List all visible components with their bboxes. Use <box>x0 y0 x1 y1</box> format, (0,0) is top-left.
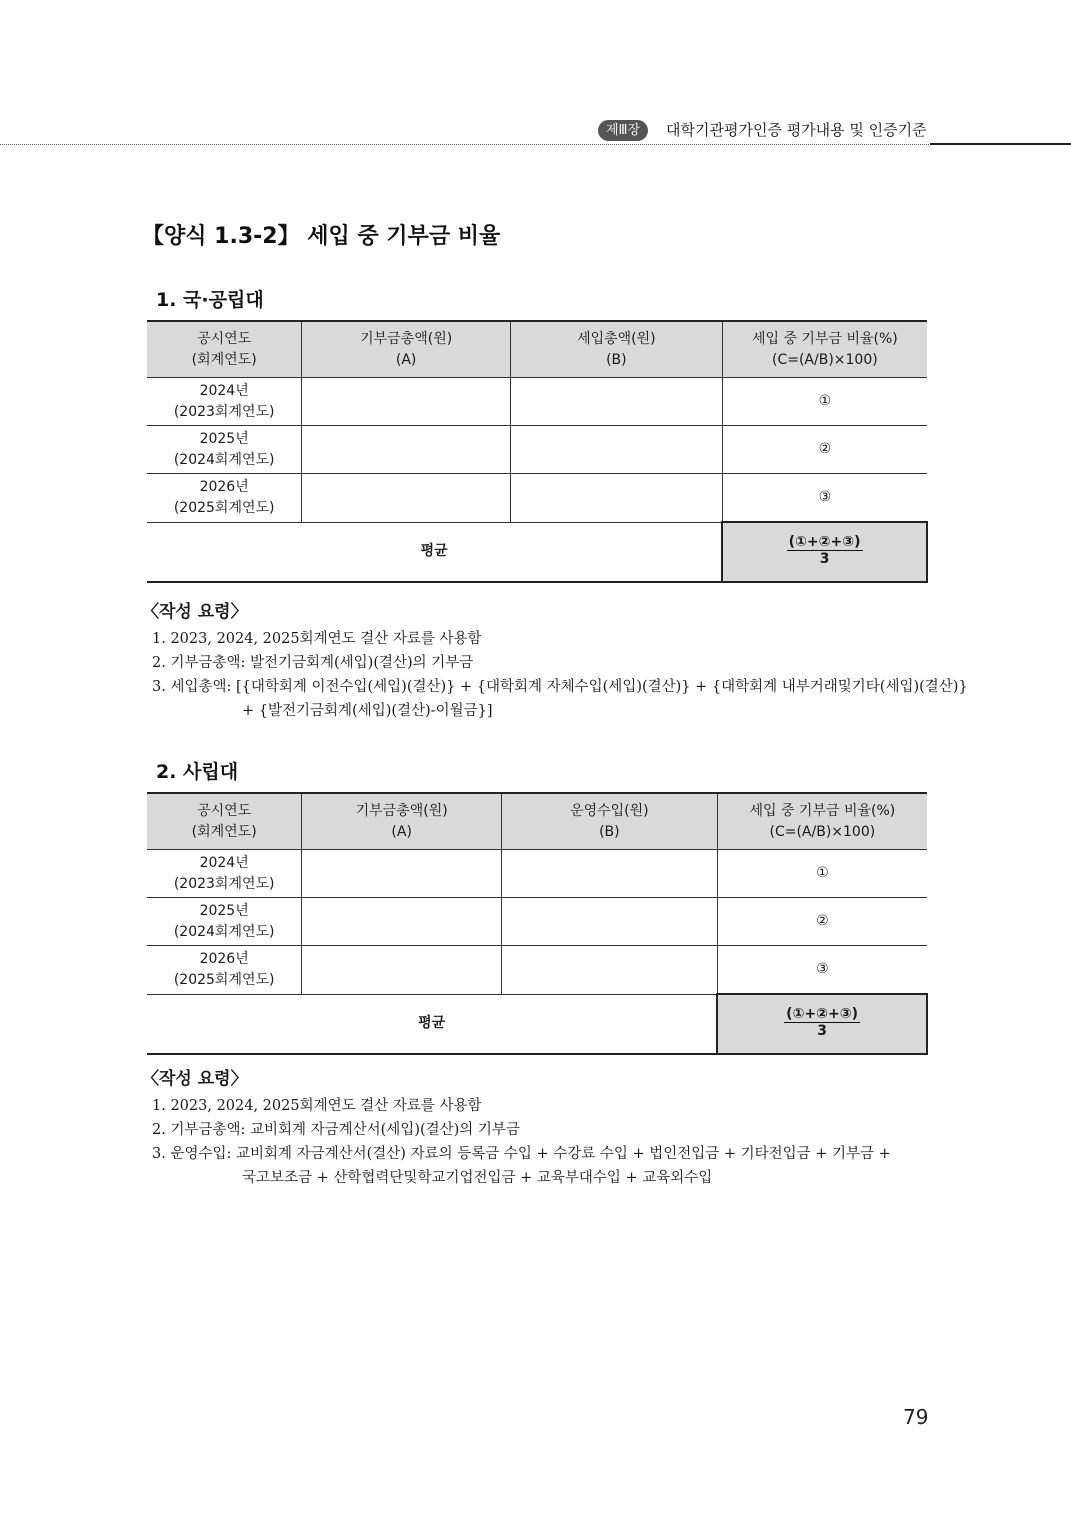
page-number: 79 <box>903 1405 929 1429</box>
guide-item-continuation: 국고보조금 + 산학협력단및학교기업전입금 + 교육부대수입 + 교육외수입 <box>242 1170 713 1186</box>
donation-cell[interactable] <box>302 946 502 995</box>
col-header-ratio: 세입 중 기부금 비율(%) (C=(A/B)×100) <box>717 793 927 850</box>
ratio-cell[interactable]: ② <box>722 426 927 474</box>
average-fraction <box>784 1006 860 1039</box>
section2-title: 2. 사립대 <box>156 761 239 783</box>
col-header-ratio: 세입 중 기부금 비율(%) (C=(A/B)×100) <box>722 321 927 378</box>
col-header-revenue: 세입총액(원) (B) <box>511 321 723 378</box>
average-row <box>147 994 927 1054</box>
guide-item: 1. 2023, 2024, 2025회계연도 결산 자료를 사용함 <box>152 1098 482 1114</box>
average-formula-cell[interactable] <box>722 522 927 582</box>
form-title: 【양식 1.3-2】 세입 중 기부금 비율 <box>142 224 501 249</box>
section2-table <box>147 792 928 1055</box>
col-header-year: 공시연도 (회계연도) <box>147 321 302 378</box>
col-header-donation: 기부금총액(원) (A) <box>302 793 502 850</box>
guide-title: 〈작성 요령〉 <box>142 602 248 622</box>
guide-item-continuation: + {발전기금회계(세입)(결산)-이월금}] <box>242 703 493 719</box>
table-row <box>147 850 927 898</box>
col-header-donation: 기부금총액(원) (A) <box>302 321 511 378</box>
operating-income-cell[interactable] <box>502 850 718 898</box>
year-cell: 2024년 (2023회계연도) <box>147 378 302 426</box>
fraction-denominator: 3 <box>817 1023 827 1039</box>
section1-title: 1. 국·공립대 <box>156 289 264 311</box>
header-solid-rule <box>930 143 1071 145</box>
section2-guide <box>142 1064 891 1190</box>
guide-title: 〈작성 요령〉 <box>142 1069 248 1089</box>
col-header-operating-income: 운영수입(원) (B) <box>502 793 718 850</box>
chapter-badge: 제Ⅲ장 <box>598 120 648 141</box>
year-cell: 2025년 (2024회계연도) <box>147 898 302 946</box>
revenue-cell[interactable] <box>511 378 723 426</box>
donation-cell[interactable] <box>302 474 511 523</box>
running-header <box>0 118 1071 146</box>
year-cell: 2026년 (2025회계연도) <box>147 946 302 995</box>
guide-item: 2. 기부금총액: 교비회계 자금계산서(세입)(결산)의 기부금 <box>152 1122 520 1138</box>
donation-cell[interactable] <box>302 378 511 426</box>
guide-item: 1. 2023, 2024, 2025회계연도 결산 자료를 사용함 <box>152 631 482 647</box>
year-cell: 2024년 (2023회계연도) <box>147 850 302 898</box>
table-header-row <box>147 793 927 850</box>
ratio-cell[interactable]: ③ <box>722 474 927 523</box>
guide-item: 3. 운영수입: 교비회계 자금계산서(결산) 자료의 등록금 수입 + 수강료 수입 + 법인전입금 + 기타전입금 + 기부금 + <box>152 1146 891 1162</box>
fraction-denominator: 3 <box>819 551 830 567</box>
fraction-numerator: (①+②+③) <box>786 1006 858 1022</box>
section1-guide <box>142 597 968 723</box>
table-row <box>147 474 927 523</box>
col-header-year: 공시연도 (회계연도) <box>147 793 302 850</box>
table-row <box>147 378 927 426</box>
fraction-numerator: (①+②+③) <box>788 534 861 550</box>
ratio-cell[interactable]: ① <box>722 378 927 426</box>
donation-cell[interactable] <box>302 850 502 898</box>
operating-income-cell[interactable] <box>502 898 718 946</box>
table-row <box>147 946 927 995</box>
section1-table <box>147 320 928 583</box>
ratio-cell[interactable]: ① <box>717 850 927 898</box>
year-cell: 2025년 (2024회계연도) <box>147 426 302 474</box>
table-row <box>147 426 927 474</box>
ratio-cell[interactable]: ② <box>717 898 927 946</box>
operating-income-cell[interactable] <box>502 946 718 995</box>
header-dotted-rule <box>0 144 1071 145</box>
table-header-row <box>147 321 927 378</box>
table-row <box>147 898 927 946</box>
header-title: 대학기관평가인증 평가내용 및 인증기준 <box>666 121 927 139</box>
average-fraction <box>787 534 863 567</box>
revenue-cell[interactable] <box>511 426 723 474</box>
revenue-cell[interactable] <box>511 474 723 523</box>
average-label: 평균 <box>147 994 717 1054</box>
average-row <box>147 522 927 582</box>
guide-item: 3. 세입총액: [{대학회계 이전수입(세입)(결산)} + {대학회계 자체수입(세입)(결산)} + {대학회계 내부거래및기타(세입)(결산)} <box>152 679 968 695</box>
average-formula-cell[interactable] <box>717 994 927 1054</box>
average-label: 평균 <box>147 522 722 582</box>
guide-item: 2. 기부금총액: 발전기금회계(세입)(결산)의 기부금 <box>152 655 474 671</box>
ratio-cell[interactable]: ③ <box>717 946 927 995</box>
donation-cell[interactable] <box>302 426 511 474</box>
year-cell: 2026년 (2025회계연도) <box>147 474 302 523</box>
donation-cell[interactable] <box>302 898 502 946</box>
